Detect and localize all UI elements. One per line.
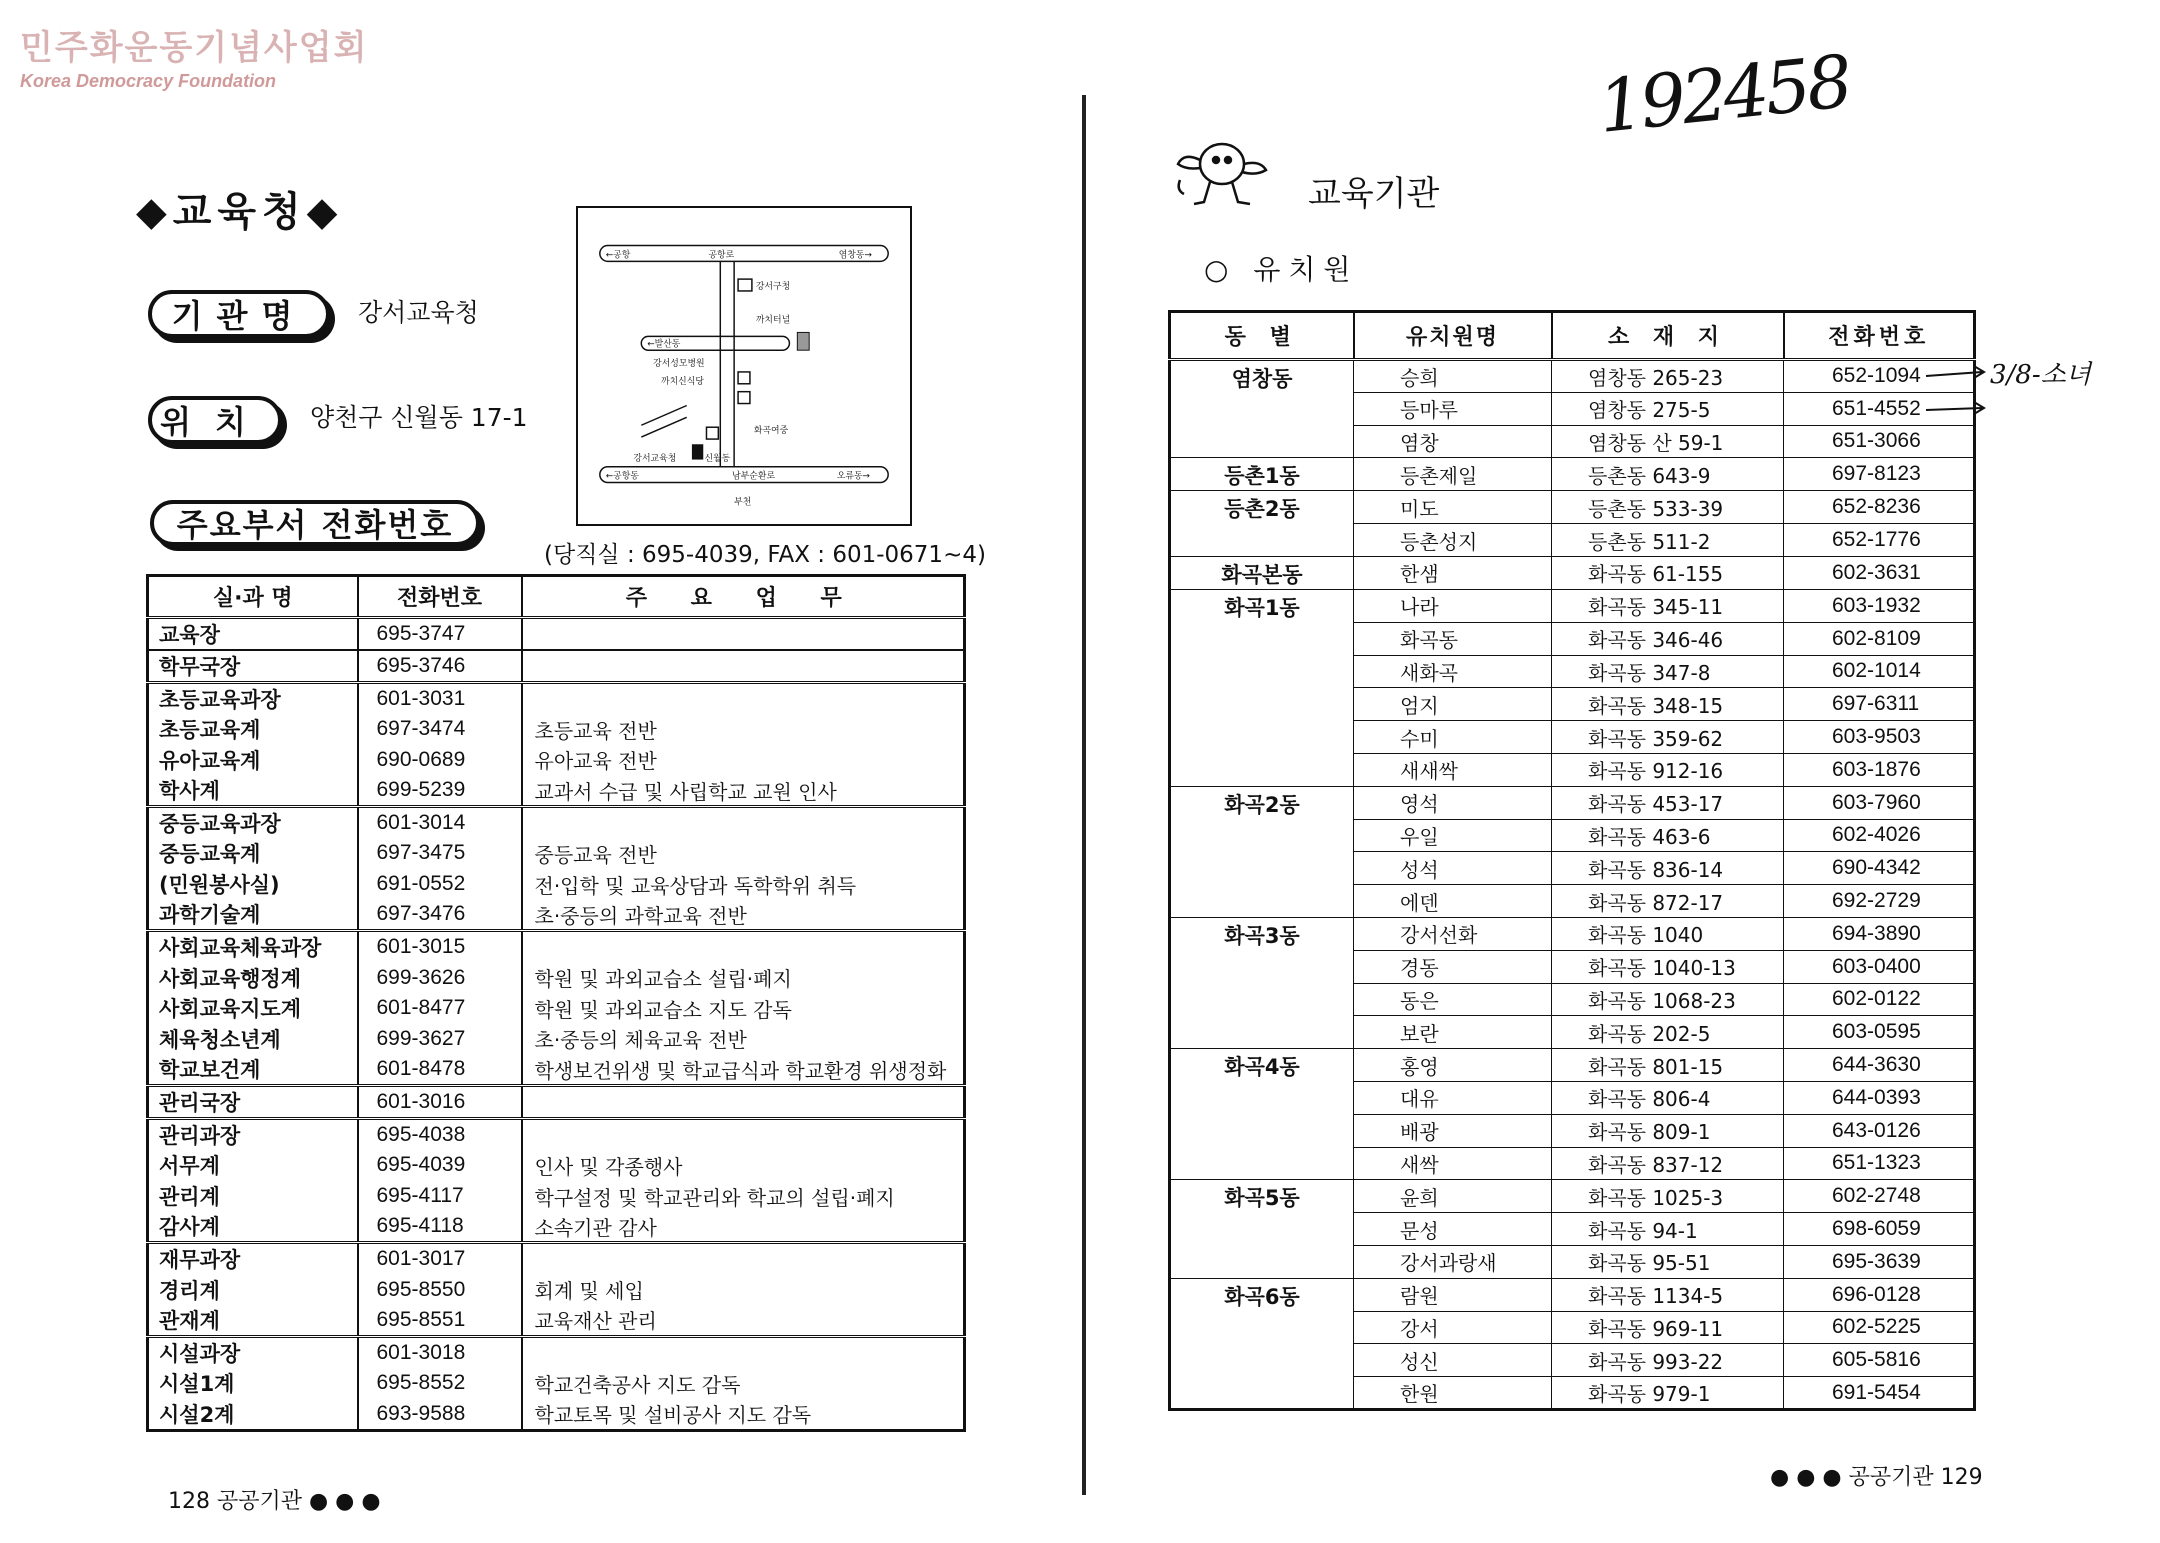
kindergarten-address: 화곡동 1040	[1552, 917, 1784, 950]
dept-phone: 601-3015	[358, 931, 522, 963]
table-row	[1170, 1049, 1975, 1082]
kindergarten-name: 에덴	[1354, 885, 1552, 918]
column-header: 동 별	[1170, 312, 1354, 360]
page-footer-right: ● ● ● 공공기관 129	[1770, 1465, 1983, 1490]
page-footer-left: 128 공공기관 ● ● ●	[168, 1489, 381, 1514]
kindergarten-phone: 603-7960	[1784, 786, 1975, 819]
kindergarten-name: 강서선화	[1354, 917, 1552, 950]
kindergarten-phone: 651-3066	[1784, 425, 1975, 458]
kindergarten-phone: 694-3890	[1784, 917, 1975, 950]
kindergarten-address: 등촌동 533-39	[1552, 491, 1784, 524]
dept-duty: 전·입학 및 교육상담과 독학학위 취득	[522, 869, 965, 900]
kindergarten-phone: 697-6311	[1784, 688, 1975, 721]
kindergarten-phone: 603-0400	[1784, 950, 1975, 983]
table-row	[1170, 360, 1975, 393]
dept-duty	[522, 650, 965, 683]
table-row	[148, 775, 965, 807]
dept-phone: 695-4118	[358, 1211, 522, 1243]
kindergarten-address: 화곡동 993-22	[1552, 1344, 1784, 1377]
kindergarten-address: 화곡동 806-4	[1552, 1081, 1784, 1114]
dept-duty: 소속기관 감사	[522, 1211, 965, 1243]
kindergarten-table	[1168, 310, 1976, 1411]
location-map	[576, 206, 912, 526]
kindergarten-name: 등촌제일	[1354, 458, 1552, 491]
dept-phone: 697-3474	[358, 714, 522, 745]
dong-name: 화곡2동	[1170, 786, 1354, 917]
dept-duty	[522, 1086, 965, 1119]
table-row	[1170, 786, 1975, 819]
kindergarten-name: 새새싹	[1354, 753, 1552, 786]
kindergarten-phone: 602-2748	[1784, 1180, 1975, 1213]
dept-name: 학사계	[148, 775, 358, 807]
dept-name: 서무계	[148, 1150, 358, 1181]
kindergarten-name: 문성	[1354, 1213, 1552, 1246]
kindergarten-address: 화곡동 61-155	[1552, 556, 1784, 589]
kindergarten-phone: 651-4552	[1784, 392, 1975, 425]
dept-name: 시설1계	[148, 1368, 358, 1399]
column-header: 유치원명	[1354, 312, 1552, 360]
kindergarten-name: 성신	[1354, 1344, 1552, 1377]
dept-name: 초등교육과장	[148, 683, 358, 715]
kindergarten-name: 나라	[1354, 589, 1552, 622]
kindergarten-name: 염창	[1354, 425, 1552, 458]
table-row	[148, 1054, 965, 1086]
kindergarten-address: 화곡동 345-11	[1552, 589, 1784, 622]
dept-phone: 695-3746	[358, 650, 522, 683]
location-value: 양천구 신월동 17-1	[310, 403, 528, 432]
kindergarten-name: 홍영	[1354, 1049, 1552, 1082]
kindergarten-phone: 698-6059	[1784, 1213, 1975, 1246]
department-phone-table	[146, 574, 966, 1432]
duty-room-note: (당직실 : 695-4039, FAX : 601-0671~4)	[544, 542, 986, 568]
kindergarten-address: 화곡동 1040-13	[1552, 950, 1784, 983]
kindergarten-name: 화곡동	[1354, 622, 1552, 655]
handwritten-arrows	[1924, 360, 1994, 420]
dept-name: 유아교육계	[148, 745, 358, 776]
kindergarten-phone: 690-4342	[1784, 852, 1975, 885]
handwritten-note: 3/8-소녀	[1990, 360, 2091, 390]
dept-duty: 학원 및 과외교습소 지도 감독	[522, 993, 965, 1024]
kindergarten-address: 화곡동 1068-23	[1552, 983, 1784, 1016]
watermark	[20, 20, 368, 92]
kindergarten-address: 화곡동 95-51	[1552, 1245, 1784, 1278]
kindergarten-name: 대유	[1354, 1081, 1552, 1114]
dept-name: 관리계	[148, 1181, 358, 1212]
kindergarten-name: 새싹	[1354, 1147, 1552, 1180]
table-row	[148, 650, 965, 683]
kindergarten-name: 동은	[1354, 983, 1552, 1016]
map-label: 오류동→	[836, 471, 870, 482]
dept-name: 사회교육행정계	[148, 962, 358, 993]
map-label: ←발산동	[647, 339, 681, 350]
dept-phone: 697-3475	[358, 838, 522, 869]
dept-duty: 유아교육 전반	[522, 745, 965, 776]
column-header: 전화번호	[1784, 312, 1975, 360]
dept-phone: 699-3626	[358, 962, 522, 993]
column-header: 전화번호	[358, 576, 522, 618]
dept-duty: 학생보건위생 및 학교급식과 학교환경 위생정화	[522, 1054, 965, 1086]
column-header: 소 재 지	[1552, 312, 1784, 360]
dept-duty	[522, 683, 965, 715]
kindergarten-phone: 602-1014	[1784, 655, 1975, 688]
table-row	[148, 1399, 965, 1431]
kindergarten-name: 승희	[1354, 360, 1552, 393]
kindergarten-address: 화곡동 1134-5	[1552, 1278, 1784, 1311]
table-row	[148, 962, 965, 993]
kindergarten-phone: 697-8123	[1784, 458, 1975, 491]
kindergarten-phone: 602-0122	[1784, 983, 1975, 1016]
dept-duty: 학원 및 과외교습소 설립·폐지	[522, 962, 965, 993]
dept-name: 체육청소년계	[148, 1024, 358, 1055]
table-row	[1170, 1180, 1975, 1213]
dept-name: 관리국장	[148, 1086, 358, 1119]
table-row	[148, 993, 965, 1024]
map-label: 강서성모병원	[653, 359, 705, 369]
kindergarten-phone: 602-3631	[1784, 556, 1975, 589]
table-row	[148, 1274, 965, 1305]
kindergarten-name: 한샘	[1354, 556, 1552, 589]
dept-name: 경리계	[148, 1274, 358, 1305]
table-row	[148, 1336, 965, 1368]
map-label: ←공항동	[605, 471, 639, 482]
kindergarten-phone: 652-1094	[1784, 360, 1975, 393]
kindergarten-name: 새화곡	[1354, 655, 1552, 688]
kindergarten-address: 화곡동 969-11	[1552, 1311, 1784, 1344]
location-map-drawing	[578, 208, 910, 524]
dept-duty: 인사 및 각종행사	[522, 1150, 965, 1181]
dept-name: 재무과장	[148, 1243, 358, 1275]
kindergarten-address: 화곡동 359-62	[1552, 721, 1784, 754]
kindergarten-phone: 603-1932	[1784, 589, 1975, 622]
kindergarten-address: 염창동 산 59-1	[1552, 425, 1784, 458]
kindergarten-name: 람원	[1354, 1278, 1552, 1311]
kindergarten-name: 보란	[1354, 1016, 1552, 1049]
kindergarten-address: 화곡동 94-1	[1552, 1213, 1784, 1246]
kindergarten-name: 미도	[1354, 491, 1552, 524]
kindergarten-phone: 643-0126	[1784, 1114, 1975, 1147]
dept-duty: 초·중등의 체육교육 전반	[522, 1024, 965, 1055]
dept-name: (민원봉사실)	[148, 869, 358, 900]
dong-name: 염창동	[1170, 360, 1354, 458]
map-label: 까치터널	[755, 315, 791, 326]
kindergarten-address: 화곡동 453-17	[1552, 786, 1784, 819]
map-label: 부천	[734, 497, 752, 508]
kindergarten-name: 영석	[1354, 786, 1552, 819]
table-row	[148, 1024, 965, 1055]
table-row	[148, 931, 965, 963]
table-row	[148, 899, 965, 931]
dept-phone: 601-3031	[358, 683, 522, 715]
dept-phone: 695-4039	[358, 1150, 522, 1181]
map-label: 강서교육청	[633, 453, 677, 464]
dept-duty: 초·중등의 과학교육 전반	[522, 899, 965, 931]
dept-name: 시설과장	[148, 1336, 358, 1368]
dept-duty	[522, 931, 965, 963]
dept-name: 중등교육계	[148, 838, 358, 869]
kindergarten-phone: 605-5816	[1784, 1344, 1975, 1377]
kindergarten-address: 등촌동 643-9	[1552, 458, 1784, 491]
dept-phone: 601-3014	[358, 807, 522, 839]
dept-name: 시설2계	[148, 1399, 358, 1431]
dept-duty	[522, 807, 965, 839]
watermark-english: Korea Democracy Foundation	[20, 71, 277, 91]
table-row	[148, 714, 965, 745]
table-row	[148, 1243, 965, 1275]
dong-name: 화곡6동	[1170, 1278, 1354, 1409]
kindergarten-name: 배광	[1354, 1114, 1552, 1147]
kindergarten-name: 우일	[1354, 819, 1552, 852]
dept-name: 학교보건계	[148, 1054, 358, 1086]
dept-duty: 교과서 수급 및 사립학교 교원 인사	[522, 775, 965, 807]
kindergarten-phone: 603-9503	[1784, 721, 1975, 754]
kindergarten-address: 화곡동 837-12	[1552, 1147, 1784, 1180]
dong-name: 화곡1동	[1170, 589, 1354, 786]
dept-phone: 695-8552	[358, 1368, 522, 1399]
table-row	[148, 838, 965, 869]
dept-name: 중등교육과장	[148, 807, 358, 839]
kindergarten-phone: 644-0393	[1784, 1081, 1975, 1114]
map-label: 염창동→	[838, 250, 872, 261]
page-spine-divider	[1082, 95, 1086, 1495]
dong-name: 등촌2동	[1170, 491, 1354, 557]
kindergarten-name: 등촌성지	[1354, 524, 1552, 557]
dept-phone: 691-0552	[358, 869, 522, 900]
dept-phone: 601-8477	[358, 993, 522, 1024]
dept-name: 관재계	[148, 1305, 358, 1337]
table-row	[148, 618, 965, 651]
kindergarten-phone: 651-1323	[1784, 1147, 1975, 1180]
kindergarten-name: 등마루	[1354, 392, 1552, 425]
kindergarten-address: 화곡동 463-6	[1552, 819, 1784, 852]
dept-phone: 693-9588	[358, 1399, 522, 1431]
dept-phone: 601-3018	[358, 1336, 522, 1368]
org-name-value: 강서교육청	[358, 298, 479, 327]
table-row	[148, 1211, 965, 1243]
dept-phone: 601-8478	[358, 1054, 522, 1086]
kindergarten-address: 화곡동 348-15	[1552, 688, 1784, 721]
dept-phone: 695-8550	[358, 1274, 522, 1305]
dept-phone: 699-5239	[358, 775, 522, 807]
dept-name: 과학기술계	[148, 899, 358, 931]
kindergarten-name: 강서	[1354, 1311, 1552, 1344]
education-institutions-title: 교육기관	[1308, 174, 1440, 214]
kindergarten-name: 윤희	[1354, 1180, 1552, 1213]
dept-name: 사회교육지도계	[148, 993, 358, 1024]
dept-duty: 학교건축공사 지도 감독	[522, 1368, 965, 1399]
column-header: 실·과 명	[148, 576, 358, 618]
dept-phone: 690-0689	[358, 745, 522, 776]
table-row	[1170, 1278, 1975, 1311]
kindergarten-phone: 695-3639	[1784, 1245, 1975, 1278]
kindergarten-phone: 696-0128	[1784, 1278, 1975, 1311]
kindergarten-phone: 692-2729	[1784, 885, 1975, 918]
kindergarten-subtitle: ○ 유치원	[1204, 253, 1359, 286]
dong-name: 화곡5동	[1170, 1180, 1354, 1278]
dong-name: 화곡본동	[1170, 556, 1354, 589]
dept-phone-label: 주요부서 전화번호	[150, 500, 480, 546]
map-label: 강서구청	[755, 281, 791, 292]
dept-phone: 695-3747	[358, 618, 522, 651]
dept-name: 학무국장	[148, 650, 358, 683]
kindergarten-phone: 603-1876	[1784, 753, 1975, 786]
table-row	[148, 1086, 965, 1119]
column-header: 주 요 업 무	[522, 576, 965, 618]
kindergarten-address: 화곡동 801-15	[1552, 1049, 1784, 1082]
location-label: 위치	[148, 396, 282, 444]
dept-name: 사회교육체육과장	[148, 931, 358, 963]
kindergarten-name: 수미	[1354, 721, 1552, 754]
kindergarten-phone: 652-8236	[1784, 491, 1975, 524]
dept-duty: 초등교육 전반	[522, 714, 965, 745]
kindergarten-address: 화곡동 872-17	[1552, 885, 1784, 918]
kindergarten-phone: 691-5454	[1784, 1377, 1975, 1410]
dept-duty: 학구설정 및 학교관리와 학교의 설립·폐지	[522, 1181, 965, 1212]
dept-name: 감사계	[148, 1211, 358, 1243]
table-row	[1170, 589, 1975, 622]
kindergarten-address: 화곡동 346-46	[1552, 622, 1784, 655]
dept-duty: 회계 및 세입	[522, 1274, 965, 1305]
table-row	[1170, 491, 1975, 524]
dong-name: 화곡4동	[1170, 1049, 1354, 1180]
map-label: 신월동	[704, 453, 731, 464]
kindergarten-name: 경동	[1354, 950, 1552, 983]
dept-duty	[522, 1336, 965, 1368]
kindergarten-name: 한원	[1354, 1377, 1552, 1410]
kindergarten-phone: 602-8109	[1784, 622, 1975, 655]
kindergarten-address: 염창동 275-5	[1552, 392, 1784, 425]
kindergarten-address: 화곡동 912-16	[1552, 753, 1784, 786]
org-name-label: 기관명	[148, 290, 330, 338]
table-row	[148, 1150, 965, 1181]
table-row	[148, 1368, 965, 1399]
table-row	[148, 1305, 965, 1337]
table-row	[148, 807, 965, 839]
dept-phone: 695-4038	[358, 1119, 522, 1151]
kindergarten-phone: 603-0595	[1784, 1016, 1975, 1049]
dept-name: 초등교육계	[148, 714, 358, 745]
dept-phone: 697-3476	[358, 899, 522, 931]
kindergarten-name: 강서과랑새	[1354, 1245, 1552, 1278]
kindergarten-phone: 652-1776	[1784, 524, 1975, 557]
kindergarten-phone: 644-3630	[1784, 1049, 1975, 1082]
education-office-title: ◆교육청◆	[136, 189, 344, 235]
watermark-korean: 민주화운동기념사업회	[20, 28, 369, 68]
dept-phone: 695-4117	[358, 1181, 522, 1212]
map-label: 남부순환로	[732, 471, 776, 482]
dept-duty	[522, 1243, 965, 1275]
kindergarten-phone: 602-4026	[1784, 819, 1975, 852]
dong-name: 등촌1동	[1170, 458, 1354, 491]
table-row	[148, 1119, 965, 1151]
dept-name: 관리과장	[148, 1119, 358, 1151]
dong-name: 화곡3동	[1170, 917, 1354, 1048]
kindergarten-address: 염창동 265-23	[1552, 360, 1784, 393]
kindergarten-address: 화곡동 347-8	[1552, 655, 1784, 688]
map-label: 까치신식당	[661, 376, 704, 387]
dept-duty: 교육재산 관리	[522, 1305, 965, 1337]
map-label: ←공항	[605, 250, 631, 261]
mascot-icon	[1170, 130, 1270, 220]
table-row	[1170, 917, 1975, 950]
kindergarten-address: 화곡동 1025-3	[1552, 1180, 1784, 1213]
dept-duty	[522, 1119, 965, 1151]
kindergarten-address: 화곡동 836-14	[1552, 852, 1784, 885]
kindergarten-address: 화곡동 979-1	[1552, 1377, 1784, 1410]
handwritten-number: 192458	[1594, 39, 1853, 149]
kindergarten-phone: 602-5225	[1784, 1311, 1975, 1344]
table-row	[1170, 556, 1975, 589]
table-row	[1170, 458, 1975, 491]
table-row	[148, 869, 965, 900]
dept-duty: 학교토목 및 설비공사 지도 감독	[522, 1399, 965, 1431]
map-label: 공항로	[708, 250, 735, 261]
map-label: 화곡여중	[753, 426, 789, 437]
dept-phone: 699-3627	[358, 1024, 522, 1055]
dept-phone: 695-8551	[358, 1305, 522, 1337]
table-row	[148, 683, 965, 715]
table-row	[148, 1181, 965, 1212]
kindergarten-address: 화곡동 202-5	[1552, 1016, 1784, 1049]
dept-phone: 601-3016	[358, 1086, 522, 1119]
kindergarten-address: 등촌동 511-2	[1552, 524, 1784, 557]
kindergarten-address: 화곡동 809-1	[1552, 1114, 1784, 1147]
table-row	[148, 745, 965, 776]
kindergarten-name: 엄지	[1354, 688, 1552, 721]
dept-duty: 중등교육 전반	[522, 838, 965, 869]
kindergarten-name: 성석	[1354, 852, 1552, 885]
dept-phone: 601-3017	[358, 1243, 522, 1275]
dept-duty	[522, 618, 965, 651]
dept-name: 교육장	[148, 618, 358, 651]
